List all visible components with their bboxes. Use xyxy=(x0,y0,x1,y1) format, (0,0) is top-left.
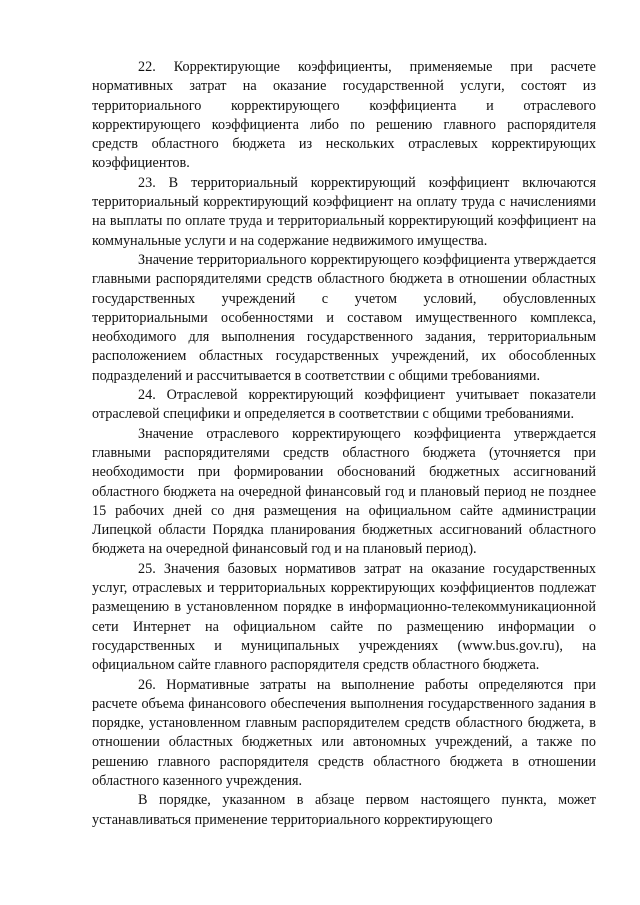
paragraph-22: 22. Корректирующие коэффициенты, применяемые при расчете нормативных затрат на оказание государственной услуги, состоят из территориального корректирующего коэффициента и отраслевого корректирующего коэффициента либо по решению главного распорядителя средств областного бюджета из нескольких отраслевых корректирующих коэффициентов. xyxy=(92,59,596,172)
document-page xyxy=(92,58,596,830)
paragraph-23: 23. В территориальный корректирующий коэффициент включаются территориальный корректирующий коэффициент на оплату труда с начислениями на выплаты по оплате труда и территориальный корректирующий коэффициент на коммунальные услуги и на содержание недвижимого имущества. xyxy=(92,174,596,249)
paragraph-26: 26. Нормативные затраты на выполнение работы определяются при расчете объема финансового обеспечения выполнения государственного задания в порядке, установленном главным распорядителем средств областного бюджета, в отношении областных бюджетных или автономных учреждений, а также по решению главного распорядителя средств областного бюджета в отношении областного казенного учреждения. xyxy=(92,676,596,789)
paragraph-24: 24. Отраслевой корректирующий коэффициент учитывает показатели отраслевой специфики и определяется в соответствии с общими требованиями. xyxy=(92,387,596,423)
paragraph-sectoral-coefficient: Значение отраслевого корректирующего коэффициента утверждается главными распорядителями средств областного бюджета (уточняется при необходимости при формировании обоснований бюджетных ассигнований областного бюджета на очередной финансовый год и плановый период не позднее 15 рабочих дней со дня размещения на официальном сайте администрации Липецкой области Порядка планирования бюджетных ассигнований областного бюджета на очередной финансовый год и на плановый период). xyxy=(92,425,596,558)
paragraph-26-continuation: В порядке, указанном в абзаце первом настоящего пункта, может устанавливаться применение территориального корректирующего xyxy=(92,792,596,828)
paragraph-25: 25. Значения базовых нормативов затрат на оказание государственных услуг, отраслевых и территориальных корректирующих коэффициентов подлежат размещению в установленном порядке в информационно-телекоммуникационной сети Интернет на официальном сайте по размещению информации о государственных и муниципальных учреждениях (www.bus.gov.ru), на официальном сайте главного распорядителя средств областного бюджета. xyxy=(92,560,596,674)
paragraph-territorial-coefficient: Значение территориального корректирующего коэффициента утверждается главными распорядителями средств областного бюджета в отношении областных государственных учреждений с учетом условий, обусловленных территориальными особенностями и составом имущественного комплекса, необходимого для выполнения государственного задания, территориальным расположением областных государственных учреждений, их обособленных подразделений и рассчитывается в соответствии с общими требованиями. xyxy=(92,251,596,384)
